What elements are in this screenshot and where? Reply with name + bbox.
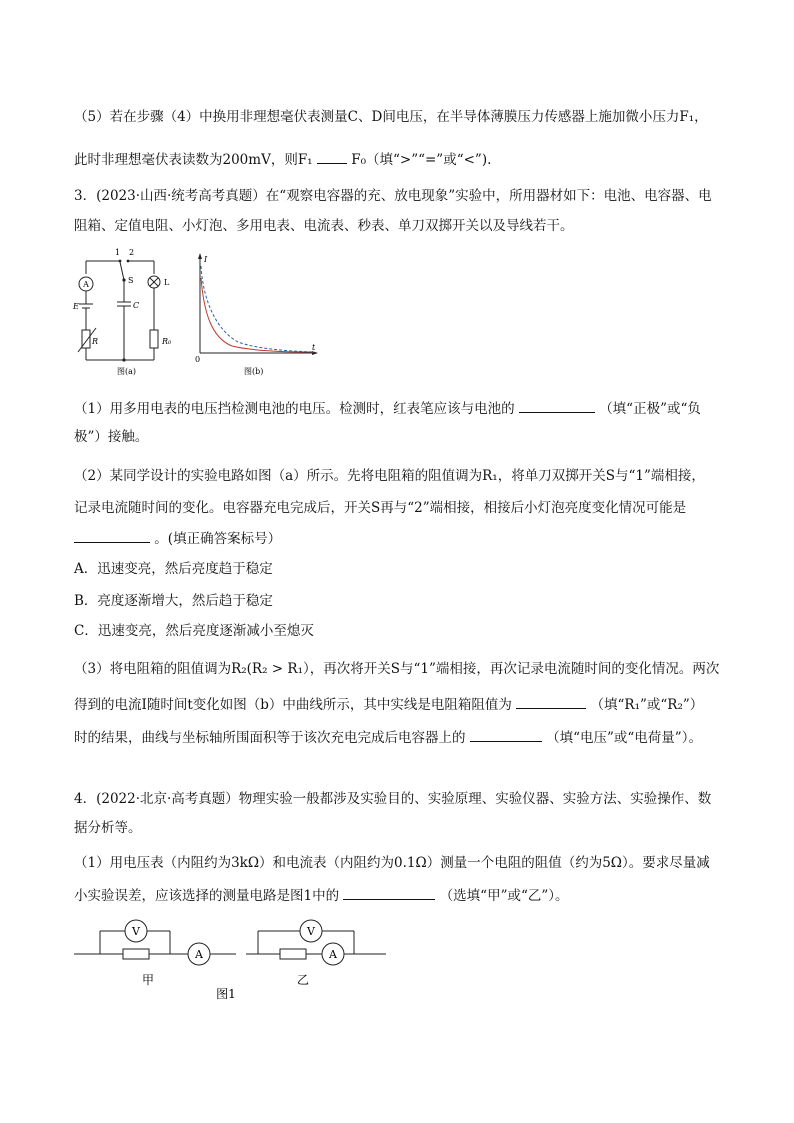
dashed-curve bbox=[201, 266, 314, 352]
q3-option-c: C．迅速变亮，然后亮度逐渐减小至熄灭 bbox=[74, 623, 314, 639]
fig-a-rheostat-label: R bbox=[92, 337, 99, 346]
q3-part3-text-b2: （填“R₁”或“R₂”） bbox=[590, 697, 704, 713]
fig-a-switch-label: S bbox=[128, 276, 134, 285]
q3-part2-answer-blank[interactable] bbox=[74, 528, 150, 543]
figure-a-circuit bbox=[70, 246, 190, 378]
q3-part3-answer-blank-2[interactable] bbox=[470, 727, 542, 742]
fig-b-x-axis-label: t bbox=[312, 343, 316, 352]
q3-part1-text-b: （填“正极”或“负 bbox=[599, 401, 701, 417]
fig1-right-voltmeter-label: V bbox=[307, 925, 315, 938]
fig1-caption: 图1 bbox=[216, 987, 236, 1001]
q4-part1-text-b1: 小实验误差，应该选择的测量电路是图1中的 bbox=[74, 888, 340, 904]
fig1-right-ammeter-label: A bbox=[329, 948, 337, 961]
q3-part3-answer-blank-1[interactable] bbox=[516, 694, 586, 709]
q2-part5-answer-blank[interactable] bbox=[317, 149, 347, 164]
solid-curve bbox=[201, 278, 314, 352]
fig-b-origin-label: 0 bbox=[195, 355, 201, 364]
q3-part1-line1 bbox=[74, 398, 701, 418]
q2-part5-line2 bbox=[74, 149, 491, 169]
q4-part1-line2 bbox=[74, 885, 569, 905]
q3-part3-line2 bbox=[74, 694, 703, 714]
fig-b-caption: 图(b) bbox=[244, 367, 264, 376]
fig-a-terminal-2: 2 bbox=[129, 248, 135, 257]
fig-a-capacitor-label: C bbox=[133, 301, 140, 310]
fig1-left-circuit-label: 甲 bbox=[141, 973, 155, 987]
q3-part3-text-b1: 得到的电流I随时间t变化如图（b）中曲线所示，其中实线是电阻箱阻值为 bbox=[74, 697, 512, 713]
q3-part2-line1: （2）某同学设计的实验电路如图（a）所示。先将电阻箱的阻值调为R₁，将单刀双掷开关S与“1”端相接， bbox=[74, 468, 705, 484]
q3-part1-text-a: （1）用多用电表的电压挡检测电池的电压。检测时，红表笔应该与电池的 bbox=[74, 401, 515, 417]
fig-a-lamp-label: L bbox=[164, 278, 170, 287]
fig-a-resistor-r0-label: R₀ bbox=[162, 337, 172, 346]
figure-1-circuits bbox=[70, 914, 400, 1004]
fig-a-terminal-1: 1 bbox=[115, 248, 121, 257]
fig-a-ammeter-label: A bbox=[83, 280, 89, 289]
q3-part3-text-c2: （填“电压”或“电荷量”）。 bbox=[546, 730, 702, 746]
fig-b-y-axis-label: I bbox=[204, 255, 208, 264]
q4-part1-answer-blank[interactable] bbox=[343, 885, 435, 900]
q3-part1-answer-blank[interactable] bbox=[519, 398, 595, 413]
q2-part5-text-a: 此时非理想毫伏表读数为200mV，则F₁ bbox=[74, 152, 313, 168]
q3-option-a: A．迅速变亮，然后亮度趋于稳定 bbox=[74, 561, 273, 577]
q2-part5-text-b: F₀（填“>”“=”或“<”). bbox=[351, 152, 492, 168]
q2-part5-line1: （5）若在步骤（4）中换用非理想毫伏表测量C、D间电压，在半导体薄膜压力传感器上施加微小压力F₁， bbox=[74, 109, 708, 125]
q3-line2: 阻箱、定值电阻、小灯泡、多用电表、电流表、秒表、单刀双掷开关以及导线若干。 bbox=[74, 218, 574, 234]
q3-part2-text-c: 。(填正确答案标号） bbox=[154, 531, 282, 547]
q3-part3-text-c1: 时的结果，曲线与坐标轴所围面积等于该次充电完成后电容器上的 bbox=[74, 730, 466, 746]
fig-a-caption: 图(a) bbox=[117, 367, 137, 376]
q3-part3-line1: （3）将电阻箱的阻值调为R₂(R₂ > R₁），再次将开关S与“1”端相接，再次记录电流随时间的变化情况。两次 bbox=[74, 661, 720, 677]
fig1-right-circuit-label: 乙 bbox=[296, 973, 310, 987]
q3-part1-line2: 极”）接触。 bbox=[74, 429, 149, 445]
q4-part1-text-b2: （选填“甲”或“乙”）。 bbox=[439, 888, 569, 904]
q3-line1: 3．(2023·山西·统考高考真题）在“观察电容器的充、放电现象”实验中，所用器材如下：电池、电容器、电 bbox=[74, 188, 712, 204]
q3-option-b: B．亮度逐渐增大，然后趋于稳定 bbox=[74, 593, 273, 609]
q3-part2-line2: 记录电流随时间的变化。电容器充电完成后，开关S再与“2”端相接，相接后小灯泡亮度变化情况可能是 bbox=[74, 500, 687, 516]
figure-b-graph bbox=[192, 250, 322, 378]
fig1-left-ammeter-label: A bbox=[195, 948, 203, 961]
fig1-left-voltmeter-label: V bbox=[132, 925, 140, 938]
fig-a-battery-label: E bbox=[73, 302, 79, 311]
q4-line1: 4．(2022·北京·高考真题）物理实验一般都涉及实验目的、实验原理、实验仪器、实验方法、实验操作、数 bbox=[74, 791, 712, 807]
q3-part3-line3 bbox=[74, 727, 702, 747]
q4-line2: 据分析等。 bbox=[74, 820, 142, 836]
q3-part2-line3 bbox=[74, 528, 281, 548]
q4-part1-line1: （1）用电压表（内阻约为3kΩ）和电流表（内阻约为0.1Ω）测量一个电阻的阻值（约为5Ω）。要求尽量减 bbox=[74, 855, 710, 871]
